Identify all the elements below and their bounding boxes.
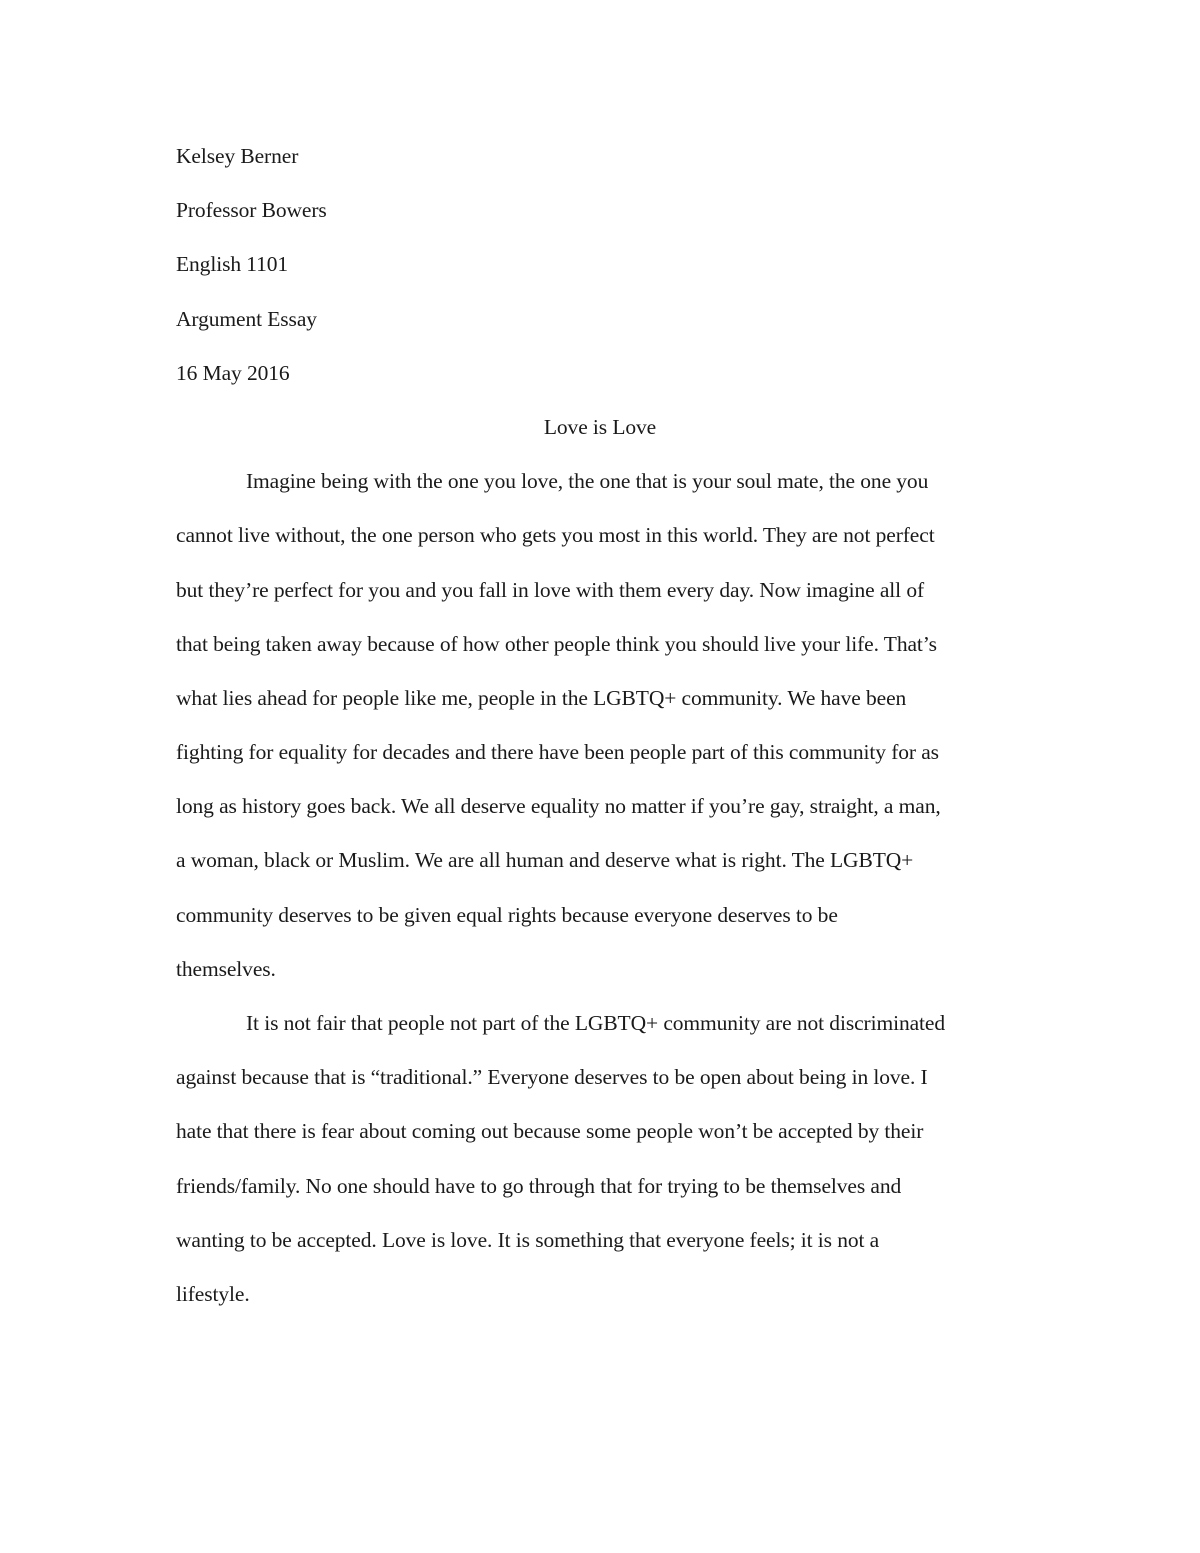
paragraph-line: community deserves to be given equal rights because everyone deserves to be: [176, 902, 838, 927]
document-date: 16 May 2016: [176, 360, 290, 385]
paragraph-line: what lies ahead for people like me, people in the LGBTQ+ community. We have been: [176, 685, 907, 710]
paragraph-line: Imagine being with the one you love, the one that is your soul mate, the one you: [246, 469, 929, 494]
paragraph-line: long as history goes back. We all deserve equality no matter if you’re gay, straight, a man,: [176, 794, 941, 819]
paragraph-line: themselves.: [176, 956, 276, 981]
document-body: [176, 138, 1026, 1330]
instructor-name: Professor Bowers: [176, 198, 327, 223]
course-name: English 1101: [176, 252, 289, 277]
paragraph-line: a woman, black or Muslim. We are all human and deserve what is right. The LGBTQ+: [176, 848, 914, 873]
paragraph-line: against because that is “traditional.” Everyone deserves to be open about being in love. I: [176, 1065, 928, 1090]
paragraph-line: fighting for equality for decades and there have been people part of this community for as: [176, 740, 939, 765]
author-name: Kelsey Berner: [176, 144, 299, 168]
paragraph-line: but they’re perfect for you and you fall in love with them every day. Now imagine all of: [176, 577, 925, 602]
paragraph-line: friends/family. No one should have to go through that for trying to be themselves and: [176, 1173, 902, 1198]
paragraph-line: cannot live without, the one person who gets you most in this world. They are not perfect: [176, 523, 935, 548]
paragraph-line: wanting to be accepted. Love is love. It is something that everyone feels; it is not a: [176, 1227, 880, 1252]
essay-title: Love is Love: [543, 414, 657, 439]
paragraph-line: that being taken away because of how other people think you should live your life. That’s: [176, 631, 937, 656]
paragraph-line: It is not fair that people not part of the LGBTQ+ community are not discriminated: [246, 1011, 946, 1035]
paragraph-line: lifestyle.: [176, 1281, 250, 1306]
paragraph-line: hate that there is fear about coming out because some people won’t be accepted by their: [176, 1119, 924, 1144]
paragraph-2: [176, 1005, 1026, 1330]
paragraph-1: [176, 463, 1026, 1005]
assignment-name: Argument Essay: [176, 306, 317, 331]
